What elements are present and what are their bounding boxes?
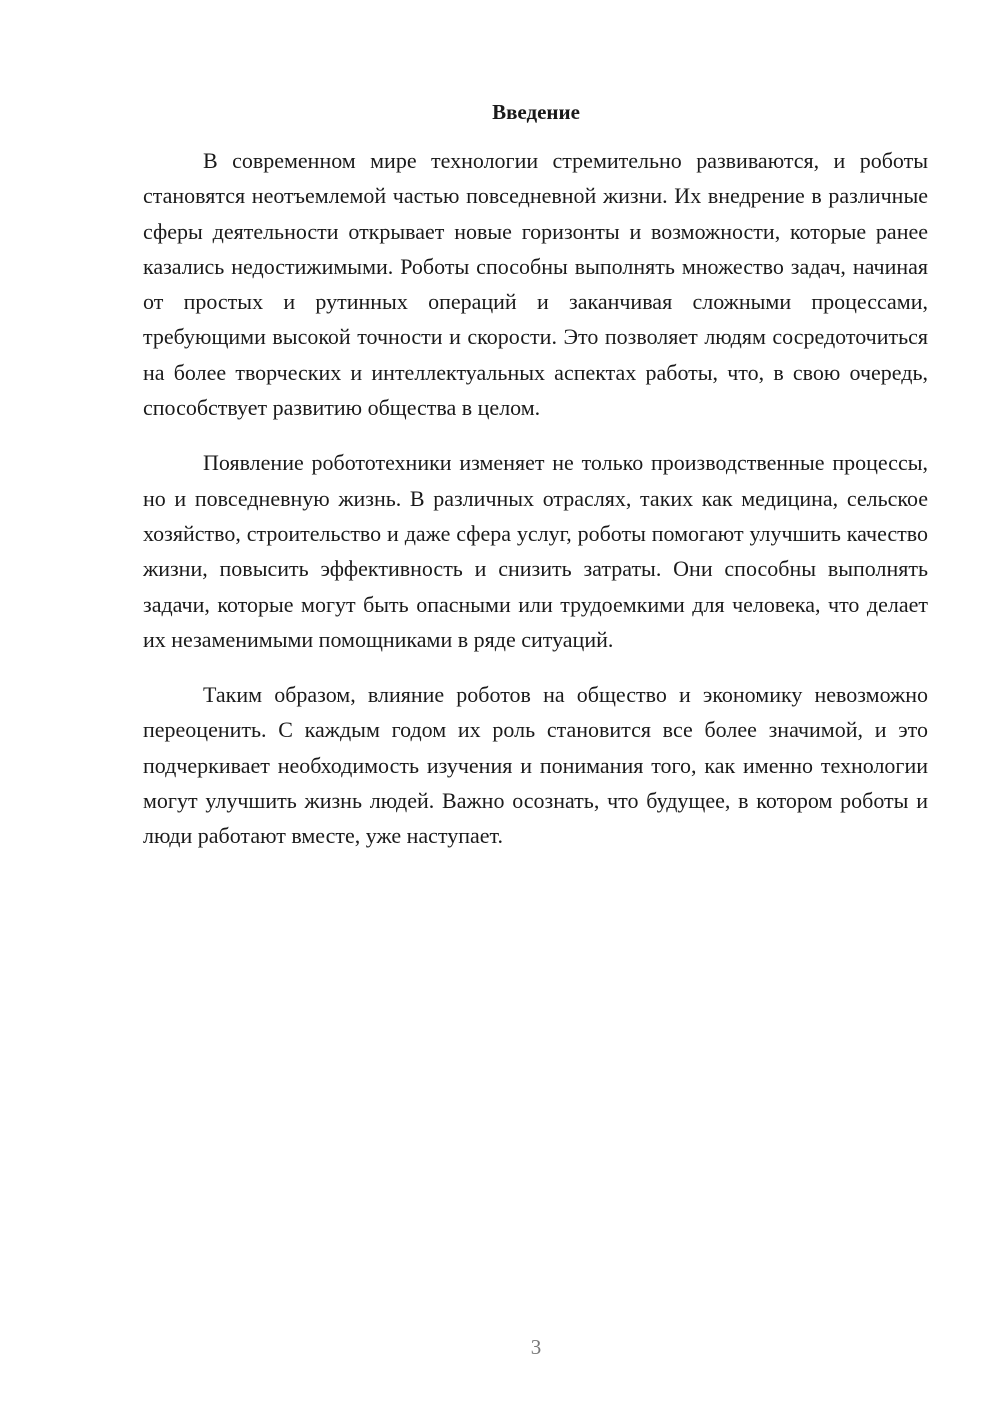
page-number: 3 <box>530 1335 542 1359</box>
paragraph-3: Таким образом, влияние роботов на общество и экономику невозможно переоценить. С каждым годом их роль становится все более значимой, и это подчеркивает необходимость изучения и понимания того, как именно технологии могут улучшить жизнь людей. Важно осознать, что будущее, в котором роботы и люди работают вместе, уже наступает. <box>143 682 928 849</box>
paragraph-1: В современном мире технологии стремительно развиваются, и роботы становятся неотъемлемой частью повседневной жизни. Их внедрение в различные сферы деятельности открывает новые горизонты и возможности, которые ранее казались недостижимыми. Роботы способны выполнять множество задач, начиная от простых и рутинных операций и заканчивая сложными процессами, требующими высокой точности и скорости. Это позволяет людям сосредоточиться на более творческих и интеллектуальных аспектах работы, что, в свою очередь, способствует развитию общества в целом. <box>143 148 928 421</box>
paragraph-2: Появление робототехники изменяет не только производственные процессы, но и повседневную жизнь. В различных отраслях, таких как медицина, сельское хозяйство, строительство и даже сфера услуг, роботы помогают улучшить качество жизни, повысить эффективность и снизить затраты. Они способны выполнять задачи, которые могут быть опасными или трудоемкими для человека, что делает их незаменимыми помощниками в ряде ситуаций. <box>143 450 928 652</box>
document-body <box>143 143 928 874</box>
page-title: Введение <box>492 100 580 124</box>
